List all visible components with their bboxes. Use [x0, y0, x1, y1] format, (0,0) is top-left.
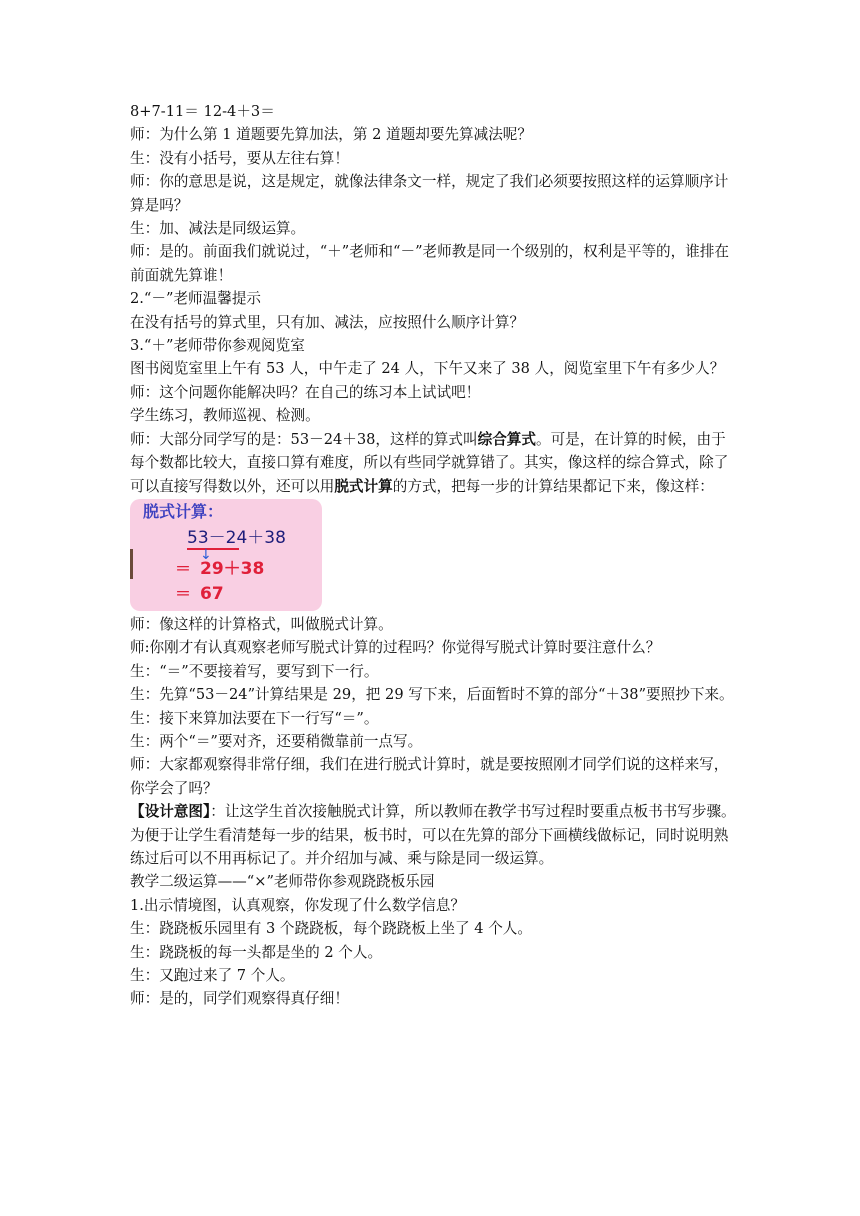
text-line: 师：你的意思是说，这是规定，就像法律条文一样，规定了我们必须要按照这样的运算顺序计算是吗？ — [130, 173, 729, 214]
design-intent — [130, 800, 740, 870]
text-line: 生：“＝”不要接着写，要写到下一行。 — [130, 662, 379, 680]
text-line: 生：跷跷板的每一头都是坐的 2 个人。 — [130, 943, 383, 961]
text-line: 图书阅览室里上午有 53 人，中午走了 24 人，下午又来了 38 人，阅览室里下午有多少人？ — [130, 360, 725, 378]
text-line: 生：没有小括号，要从左往右算！ — [130, 149, 349, 167]
text-line: 1.出示情境图，认真观察，你发现了什么数学信息？ — [130, 896, 465, 914]
text-line: 师：像这样的计算格式，叫做脱式计算。 — [130, 615, 393, 633]
text-line: 师：这个问题你能解决吗？在自己的练习本上试试吧！ — [130, 383, 481, 401]
equals-sign: ＝ — [175, 558, 192, 578]
bold-term: 综合算式 — [477, 430, 536, 448]
text-run: 的方式，把每一步的计算结果都记下来，像这样： — [392, 477, 714, 495]
section-heading: 3.“＋”老师带你参观阅览室 — [130, 337, 305, 355]
text-run: 师：大部分同学写的是：53－24＋38，这样的算式叫 — [130, 430, 478, 448]
text-line: 生：接下来算加法要在下一行写“＝”。 — [130, 709, 379, 727]
underline-mark — [187, 548, 239, 550]
text-run: 。可是，在计算的时候，由于每个数都比较大，直接口算有难度，所以有些同学就算错了。其实，像这样的综合算式，除了可以直接写得数以外，还可以用 — [130, 430, 729, 495]
equals-sign: ＝ — [175, 583, 192, 603]
text-line: 师：为什么第 1 道题要先算加法，第 2 道题却要先算减法呢？ — [130, 126, 532, 144]
figure-step-1: 29＋38 — [200, 558, 265, 579]
design-text: ：让这学生首次接触脱式计算，所以教师在教学书写过程时要重点板书书写步骤。为便于让学生看清楚每一步的结果，板书时，可以在先算的部分下画横线做标记，同时说明熟练过后可以不用再标记了。并介绍加与减、乘与除是同一级运算。 — [130, 803, 736, 867]
figure-title: 脱式计算： — [143, 501, 224, 521]
figure-step-2: 67 — [200, 583, 224, 604]
text-line: 生：跷跷板乐园里有 3 个跷跷板，每个跷跷板上坐了 4 个人。 — [130, 920, 532, 938]
text-line: 师：是的，同学们观察得真仔细！ — [130, 990, 349, 1008]
figure-expression: 53－24＋38 — [187, 527, 286, 548]
down-arrow-icon: ↓ — [200, 546, 212, 563]
text-line: 生：先算“53－24”计算结果是 29，把 29 写下来，后面暂时不算的部分“＋38”要照抄下来。 — [130, 686, 734, 704]
section-heading: 2.“－”老师温馨提示 — [130, 290, 262, 308]
text-line: 师:你刚才有认真观察老师写脱式计算的过程吗？你觉得写脱式计算时要注意什么？ — [130, 639, 661, 657]
text-line: 在没有括号的算式里，只有加、减法，应按照什么顺序计算？ — [130, 313, 525, 331]
text-line: 生：两个“＝”要对齐，还要稍微靠前一点写。 — [130, 732, 423, 750]
text-line: 学生练习，教师巡视、检测。 — [130, 407, 320, 425]
bold-term: 脱式计算 — [334, 477, 393, 495]
mixed-paragraph — [130, 428, 740, 498]
text-line: 师：大家都观察得非常仔细，我们在进行脱式计算时，就是要按照刚才同学们说的这样来写，你学会了吗？ — [130, 756, 729, 797]
design-tag: 【设计意图】 — [130, 803, 211, 821]
calculation-figure — [130, 499, 322, 611]
section-heading: 教学二级运算——“×”老师带你参观跷跷板乐园 — [130, 873, 435, 891]
text-line: 师：是的。前面我们就说过，“＋”老师和“－”老师教是同一个级别的，权利是平等的，谁排在前面就先算谁！ — [130, 243, 730, 284]
text-line: 8+7-11＝ 12-4＋3＝ — [130, 103, 275, 120]
text-line: 生：加、减法是同级运算。 — [130, 220, 306, 238]
text-line: 生：又跑过来了 7 个人。 — [130, 967, 295, 984]
figure-edge — [130, 549, 133, 579]
document-page — [130, 100, 740, 1011]
